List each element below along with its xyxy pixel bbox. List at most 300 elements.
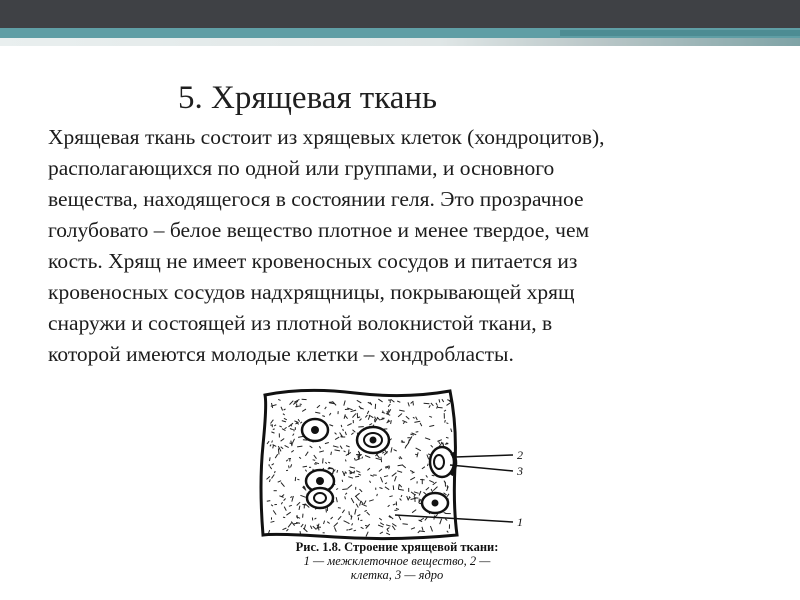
texture-stroke [356,504,358,508]
texture-stroke [420,423,422,426]
texture-stroke [410,434,414,435]
texture-stroke [429,416,432,417]
texture-stroke [367,468,370,470]
texture-stroke [270,467,272,470]
texture-stroke [284,499,286,501]
texture-stroke [303,466,307,467]
texture-stroke [361,501,363,504]
texture-stroke [414,492,419,494]
texture-stroke [291,464,292,467]
texture-stroke [442,399,444,402]
cell-3 [430,447,455,477]
texture-stroke [275,471,276,473]
texture-stroke [335,450,341,451]
texture-stroke [319,446,320,448]
texture-stroke [398,414,402,417]
texture-stroke [355,476,359,477]
texture-stroke [436,403,437,405]
texture-stroke [340,446,342,449]
texture-stroke [412,472,415,473]
cell-1 [302,419,328,441]
texture-stroke [399,410,404,411]
texture-stroke [335,433,337,435]
texture-stroke [389,466,390,469]
texture-stroke [429,425,434,426]
texture-stroke [283,528,287,530]
texture-stroke [378,399,382,402]
texture-stroke [288,523,292,528]
texture-stroke [399,516,401,520]
texture-stroke [317,405,320,408]
texture-stroke [446,437,449,438]
texture-stroke [445,519,447,521]
texture-stroke [439,442,440,444]
texture-stroke [300,404,302,405]
texture-stroke [298,419,300,422]
texture-stroke [362,457,363,459]
texture-stroke [272,464,274,466]
texture-stroke [394,450,397,451]
texture-stroke [269,479,270,482]
texture-stroke [286,460,288,462]
texture-stroke [393,485,394,490]
texture-stroke [360,489,363,492]
texture-stroke [335,437,339,440]
texture-stroke [336,497,337,502]
texture-stroke [271,505,273,506]
texture-stroke [345,496,346,499]
texture-stroke [344,401,345,406]
texture-stroke [399,458,400,460]
texture-stroke [344,414,345,418]
texture-stroke [413,417,415,418]
texture-stroke [411,528,415,530]
texture-stroke [426,475,428,477]
texture-stroke [290,429,293,430]
texture-stroke [391,399,395,402]
texture-stroke [445,420,446,423]
texture-stroke [354,530,356,531]
texture-stroke [296,523,300,524]
paragraph-line: голубовато – белое вещество плотное и менее твердое, чем [48,218,590,242]
texture-stroke [360,419,362,421]
texture-stroke [430,526,432,531]
texture-stroke [304,525,305,530]
texture-stroke [342,510,344,513]
texture-stroke [364,501,366,505]
texture-stroke [426,487,429,490]
paragraph-line: которой имеются молодые клетки – хондробласты. [48,342,514,366]
texture-stroke [410,477,415,480]
texture-stroke [392,526,395,530]
texture-stroke [451,429,452,433]
texture-stroke [285,427,287,429]
texture-stroke [313,526,317,529]
texture-stroke [353,430,356,432]
texture-stroke [357,413,358,418]
texture-stroke [437,406,438,409]
texture-stroke [377,494,378,496]
texture-stroke [285,445,289,447]
texture-stroke [300,422,302,423]
texture-stroke [315,412,320,413]
texture-stroke [345,493,347,495]
texture-stroke [350,473,352,474]
texture-stroke [393,504,396,505]
texture-stroke [360,501,361,506]
texture-stroke [427,455,429,460]
texture-stroke [292,439,294,443]
texture-stroke [348,477,353,479]
texture-stroke [305,470,306,472]
texture-stroke [310,526,312,529]
texture-stroke [344,451,346,452]
texture-stroke [354,458,355,460]
texture-stroke [327,522,330,524]
texture-stroke [388,404,390,407]
texture-stroke [278,481,281,483]
texture-stroke [389,496,392,497]
texture-stroke [380,532,383,534]
texture-stroke [350,467,355,468]
texture-stroke [395,476,397,481]
paragraph-line: располагающихся по одной или группами, и основного [48,156,555,180]
texture-stroke [400,499,402,501]
texture-stroke [346,446,350,447]
texture-stroke [345,460,346,462]
texture-stroke [365,510,367,511]
texture-stroke [342,480,343,482]
texture-stroke [397,401,400,402]
texture-stroke [286,512,290,515]
texture-stroke [267,501,271,502]
texture-stroke [284,418,287,420]
texture-stroke [385,487,389,490]
texture-stroke [369,500,374,502]
texture-stroke [275,454,278,458]
texture-stroke [447,494,449,497]
paragraph-line: снаружи и состоящей из плотной волокнистой ткани, в [48,311,553,335]
texture-stroke [290,401,294,405]
texture-stroke [429,405,430,408]
texture-stroke [319,528,320,531]
caption-legend-line-1: 1 — межклеточное вещество, 2 — [303,554,491,568]
texture-stroke [347,522,349,523]
texture-stroke [347,424,351,426]
texture-stroke [283,517,285,518]
texture-stroke [344,521,348,523]
texture-stroke [416,448,421,451]
texture-stroke [366,524,370,528]
texture-stroke [291,441,292,447]
texture-stroke [357,400,362,403]
texture-stroke [381,457,382,462]
texture-stroke [297,502,300,505]
texture-stroke [414,421,420,422]
texture-stroke [361,527,364,529]
texture-stroke [281,502,282,504]
texture-stroke [342,489,347,490]
top-dark-bar [0,0,800,28]
texture-stroke [324,521,325,524]
texture-stroke [380,523,384,525]
texture-stroke [284,409,286,410]
texture-stroke [314,464,317,465]
texture-stroke [352,523,353,525]
texture-stroke [444,512,447,513]
texture-stroke [396,508,399,509]
texture-stroke [380,419,384,420]
texture-stroke [305,452,308,456]
texture-stroke [357,515,360,517]
texture-stroke [331,517,333,519]
texture-stroke [446,423,448,424]
texture-stroke [416,432,419,433]
texture-stroke [328,462,330,463]
texture-stroke [334,527,336,531]
texture-stroke [439,399,440,402]
texture-stroke [289,423,294,427]
texture-stroke [438,407,443,408]
slide-paragraph [48,122,768,370]
texture-stroke [397,471,402,473]
texture-stroke [271,420,274,424]
figure-caption [262,540,532,582]
texture-stroke [278,448,279,454]
texture-stroke [369,424,372,426]
texture-stroke [376,458,382,460]
texture-stroke [329,425,333,426]
texture-stroke [289,505,292,506]
texture-stroke [293,434,294,436]
texture-stroke [400,485,402,488]
texture-stroke [345,416,348,419]
texture-stroke [290,497,292,498]
texture-stroke [447,531,449,533]
texture-stroke [297,446,302,447]
texture-stroke [410,471,413,472]
texture-stroke [326,509,327,513]
figure-label-3: 3 [517,464,523,478]
texture-stroke [325,462,327,463]
texture-stroke [267,476,270,479]
texture-stroke [299,506,300,510]
figure-label-1: 1 [517,515,523,529]
texture-stroke [406,442,409,446]
texture-stroke [331,452,332,455]
texture-stroke [425,517,427,520]
texture-stroke [310,446,313,448]
texture-stroke [408,402,409,406]
texture-stroke [379,469,382,472]
texture-stroke [282,421,286,422]
paragraph-line: кровеносных сосудов надхрящницы, покрывающей хрящ [48,280,575,304]
paragraph-line: вещества, находящегося в состоянии геля. Это прозрачное [48,187,584,211]
texture-stroke [289,466,290,469]
texture-stroke [382,412,385,413]
texture-stroke [367,411,369,414]
texture-stroke [270,445,271,447]
texture-stroke [379,518,382,520]
texture-stroke [273,429,275,430]
texture-stroke [416,417,418,420]
texture-stroke [349,529,352,530]
texture-stroke [270,457,271,461]
texture-stroke [273,510,276,514]
texture-stroke [402,421,407,423]
texture-stroke [333,446,339,447]
texture-stroke [402,440,404,443]
texture-stroke [286,529,288,531]
texture-stroke [314,455,317,459]
texture-stroke [325,407,327,409]
texture-stroke [269,530,270,533]
texture-stroke [419,531,425,532]
texture-stroke [283,414,285,415]
texture-stroke [294,421,297,422]
slide-title: 5. Хрящевая ткань [178,80,438,116]
texture-stroke [391,420,392,424]
texture-stroke [356,496,360,501]
texture-stroke [386,525,390,526]
texture-stroke [272,475,275,479]
texture-stroke [291,450,294,452]
texture-stroke [322,416,325,417]
texture-stroke [365,415,367,417]
texture-stroke [422,527,423,531]
texture-stroke [379,488,382,489]
texture-stroke [440,519,442,524]
texture-stroke [336,489,338,490]
texture-stroke [367,512,370,515]
texture-stroke [323,458,324,463]
texture-stroke [313,460,316,461]
texture-stroke [392,473,397,477]
texture-stroke [349,511,350,515]
texture-stroke [414,498,419,499]
texture-stroke [273,445,274,448]
texture-stroke [267,441,269,444]
texture-stroke [351,410,357,412]
texture-stroke [362,504,367,506]
texture-stroke [365,456,370,458]
texture-stroke [401,495,402,497]
texture-stroke [325,443,329,444]
caption-title: Рис. 1.8. Строение хрящевой ткани: [295,540,499,554]
texture-stroke [341,425,342,427]
texture-stroke [384,476,388,477]
texture-stroke [295,477,296,481]
texture-stroke [398,465,403,466]
texture-stroke [296,517,300,519]
texture-stroke [282,495,284,497]
texture-stroke [368,416,370,420]
texture-stroke [370,481,371,483]
texture-stroke [351,433,353,435]
texture-stroke [300,495,305,497]
texture-stroke [295,406,301,407]
texture-stroke [274,425,276,426]
caption-legend-line-2: клетка, 3 — ядро [350,568,444,582]
texture-stroke [356,471,360,473]
texture-stroke [429,480,434,482]
texture-stroke [297,479,299,480]
teal-accent-band-right [560,30,800,36]
texture-stroke [315,518,317,519]
texture-stroke [398,484,399,489]
texture-stroke [338,516,341,520]
texture-stroke [403,422,404,424]
texture-stroke [329,413,331,415]
texture-stroke [284,507,286,511]
figure-label-2: 2 [517,448,523,462]
texture-stroke [352,414,356,418]
cell-6 [422,493,448,513]
texture-stroke [419,491,421,495]
texture-stroke [444,410,446,411]
texture-stroke [432,475,435,476]
texture-stroke [398,489,404,490]
texture-stroke [386,533,390,535]
texture-stroke [341,435,342,437]
texture-stroke [334,523,338,527]
texture-stroke [281,483,285,487]
texture-stroke [319,451,324,452]
texture-stroke [338,508,341,509]
texture-stroke [403,524,408,525]
texture-stroke [355,509,356,515]
texture-stroke [301,524,303,527]
texture-stroke [345,432,346,435]
intercellular-substance-texture [267,399,454,536]
paragraph-line: Хрящевая ткань состоит из хрящевых клеток (хондроцитов), [48,125,605,149]
paragraph-line: кость. Хрящ не имеет кровеносных сосудов и питается из [48,249,578,273]
texture-stroke [422,467,425,469]
texture-stroke [417,452,418,457]
texture-stroke [406,416,409,419]
texture-stroke [358,474,361,475]
texture-stroke [381,477,383,482]
texture-stroke [437,440,441,442]
texture-stroke [428,464,429,466]
texture-stroke [281,439,285,442]
texture-stroke [407,496,409,500]
texture-stroke [425,438,430,440]
texture-stroke [385,483,387,484]
texture-stroke [348,485,352,489]
cell-2 [357,427,389,453]
texture-stroke [424,403,430,404]
texture-stroke [412,510,416,513]
grey-accent-band [0,38,800,46]
texture-stroke [378,525,383,527]
texture-stroke [370,475,373,476]
texture-stroke [343,429,344,431]
texture-stroke [271,432,274,433]
texture-stroke [431,445,433,447]
texture-stroke [281,447,283,449]
texture-stroke [388,505,390,507]
texture-stroke [272,441,273,443]
texture-stroke [433,487,437,491]
texture-stroke [351,498,354,503]
texture-stroke [278,399,280,400]
texture-stroke [281,407,283,411]
texture-stroke [271,521,275,522]
texture-stroke [391,447,392,452]
texture-stroke [302,409,306,411]
texture-stroke [299,457,301,458]
